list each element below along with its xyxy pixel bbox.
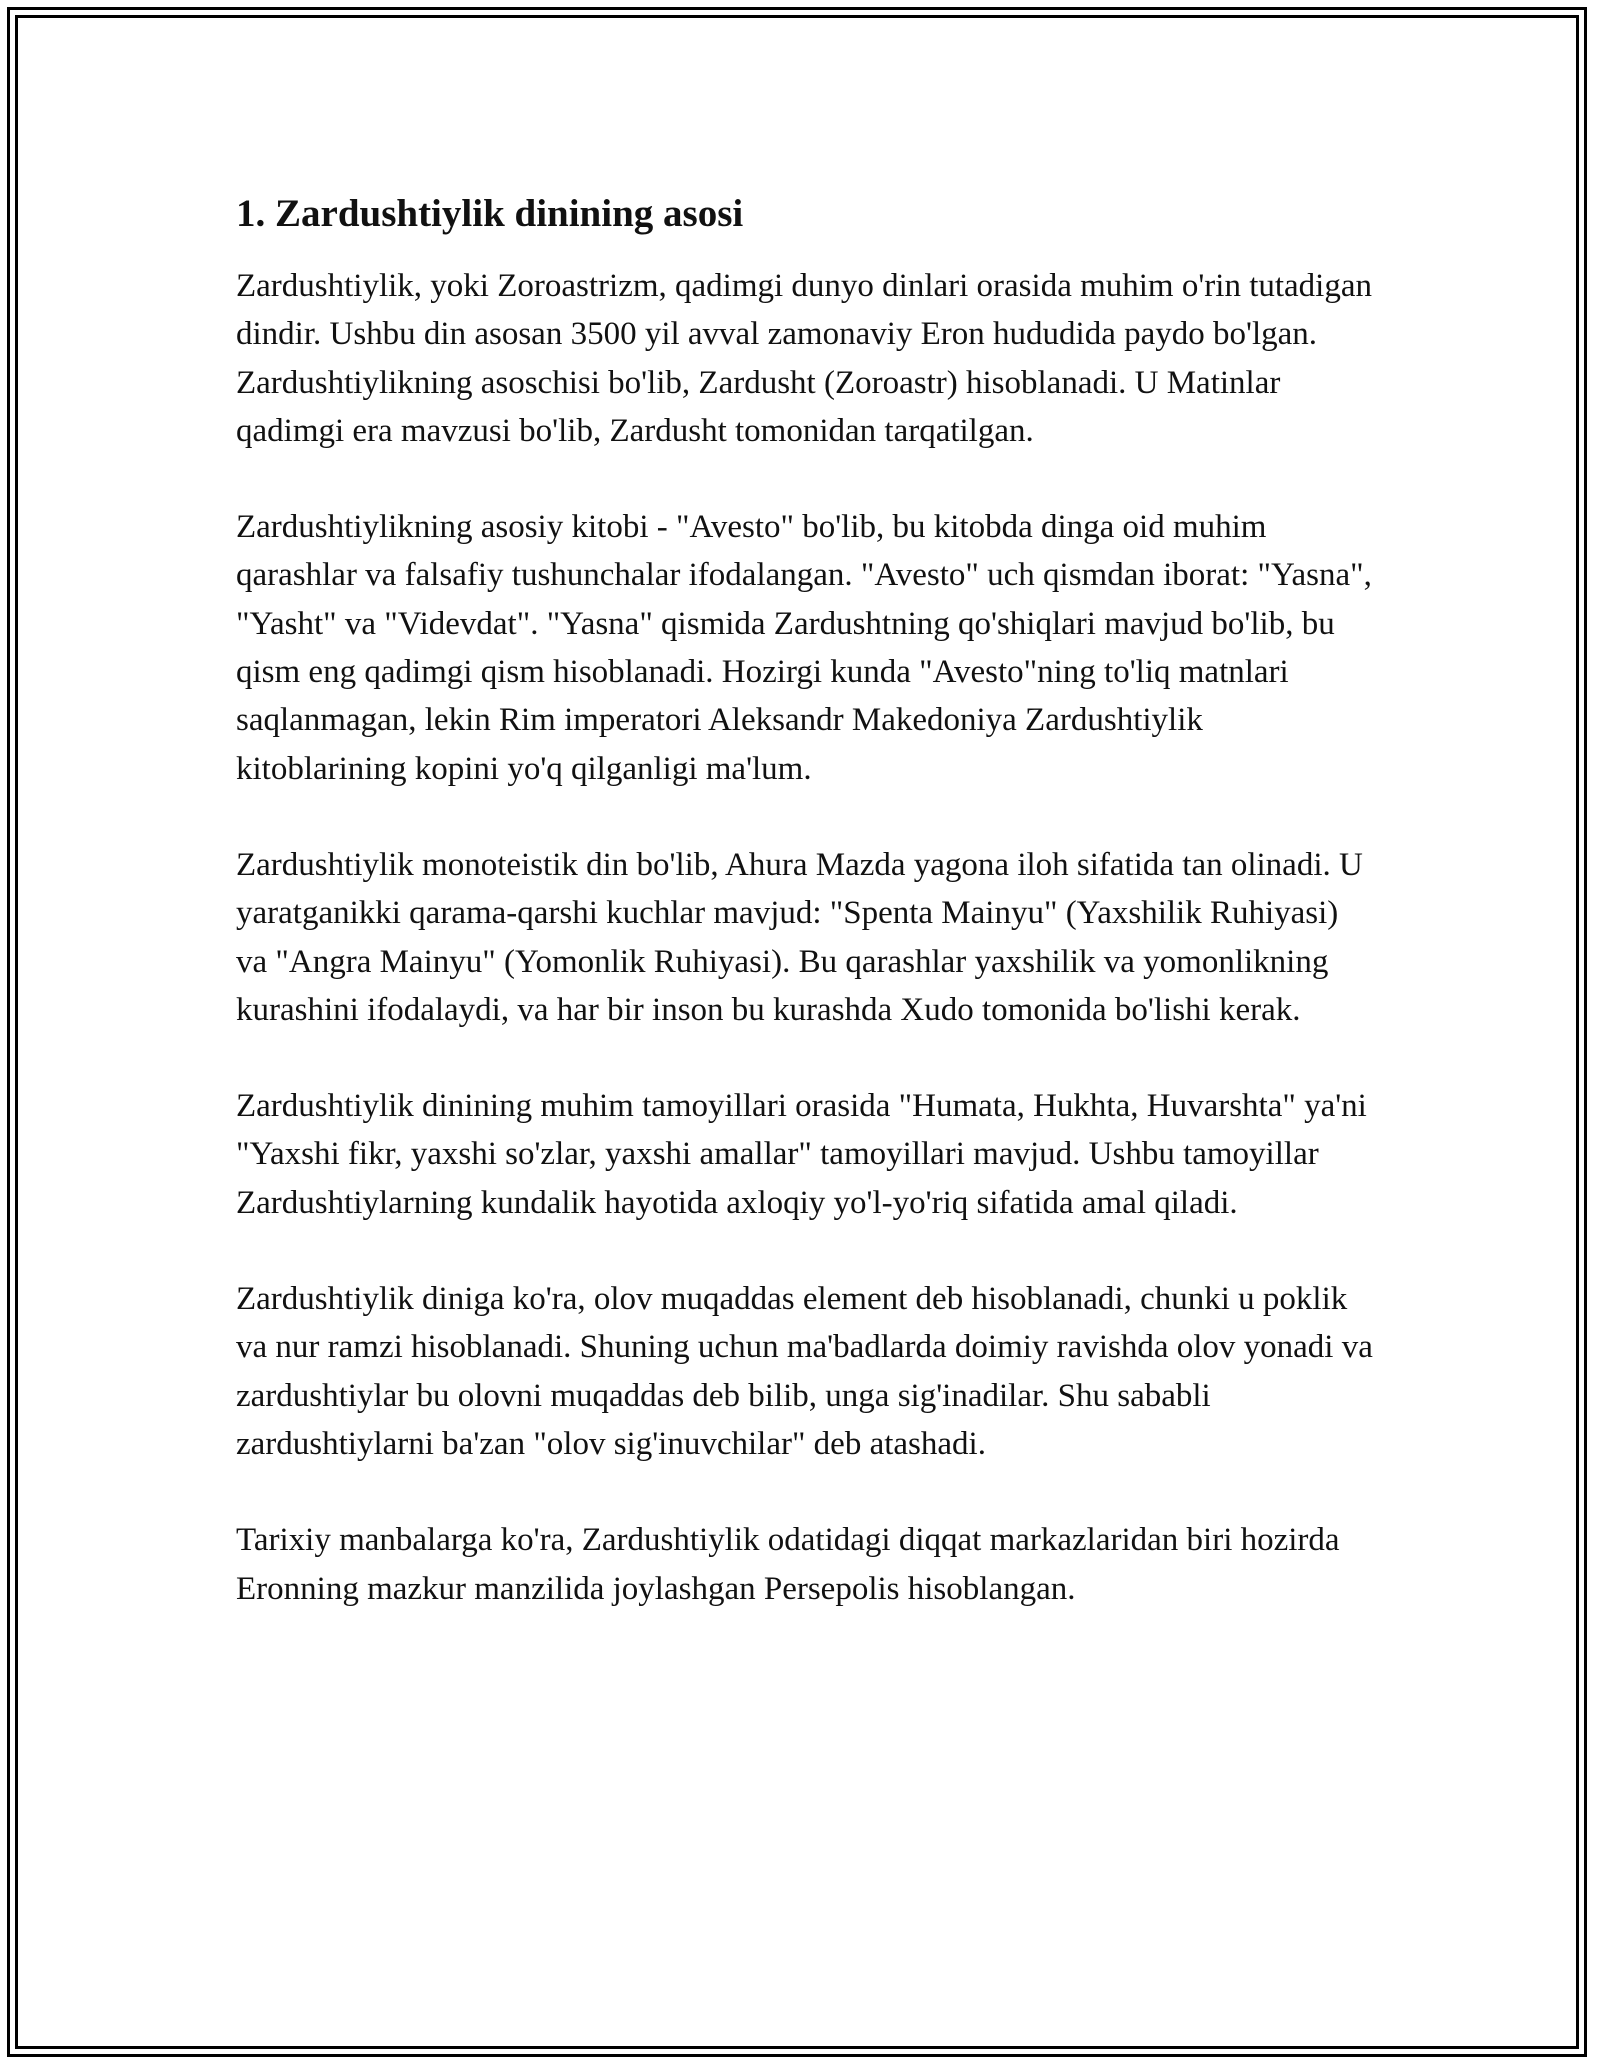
paragraph-avesto: Zardushtiylikning asosiy kitobi - "Avesto" bo'lib, bu kitobda dinga oid muhim qarashlar va falsafiy tushunchalar ifodalangan. "Avesto" uch qismdan iborat: "Yasna", "Yasht" va "Videvdat". "Yasna" qismida Zardushtning qo'shiqlari mavjud bo'lib, bu qism eng qadimgi qism hisoblanadi. Hozirgi kunda "Avesto"ning to'liq matnlari saqlanmagan, lekin Rim imperatori Aleksandr Makedoniya Zardushtiylik kitoblarining kopini yo'q qilganligi ma'lum. — [236, 509, 1372, 787]
paragraph-monotheism: Zardushtiylik monoteistik din bo'lib, Ahura Mazda yagona iloh sifatida tan olinadi. U yaratganikki qarama-qarshi kuchlar mavjud: "Spenta Mainyu" (Yaxshilik Ruhiyasi) va "Angra Mainyu" (Yomonlik Ruhiyasi). Bu qarashlar yaxshilik va yomonlikning kurashini ifodalaydi, va har bir inson bu kurashda Xudo tomonida bo'lishi kerak. — [236, 846, 1363, 1028]
paragraph-origin: Zardushtiylik, yoki Zoroastrizm, qadimgi dunyo dinlari orasida muhim o'rin tutadigan dindir. Ushbu din asosan 3500 yil avval zamonaviy Eron hududida paydo bo'lgan. Zardushtiylikning asoschisi bo'lib, Zardusht (Zoroastr) hisoblanadi. U Matinlar qadimgi era mavzusi bo'lib, Zardusht tomonidan tarqatilgan. — [236, 268, 1373, 449]
paragraph-fire: Zardushtiylik diniga ko'ra, olov muqaddas element deb hisoblanadi, chunki u poklik va nur ramzi hisoblanadi. Shuning uchun ma'badlarda doimiy ravishda olov yonadi va zardushtiylar bu olovni muqaddas deb bilib, unga sig'inadilar. Shu sababli zardushtiylarni ba'zan "olov sig'inuvchilar" deb atashadi. — [236, 1281, 1373, 1462]
document-body — [236, 188, 1376, 1661]
paragraph-principles: Zardushtiylik dinining muhim tamoyillari orasida "Humata, Hukhta, Huvarshta" ya'ni "Yaxshi fikr, yaxshi so'zlar, yaxshi amallar" tamoyillari mavjud. Ushbu tamoyillar Zardushtiylarning kundalik hayotida axloqiy yo'l-yo'riq sifatida amal qiladi. — [236, 1088, 1367, 1221]
paragraph-persepolis: Tarixiy manbalarga ko'ra, Zardushtiylik odatidagi diqqat markazlaridan biri hozirda Eronning mazkur manzilida joylashgan Persepolis hisoblangan. — [236, 1522, 1340, 1607]
section-heading: 1. Zardushtiylik dinining asosi — [236, 192, 744, 235]
